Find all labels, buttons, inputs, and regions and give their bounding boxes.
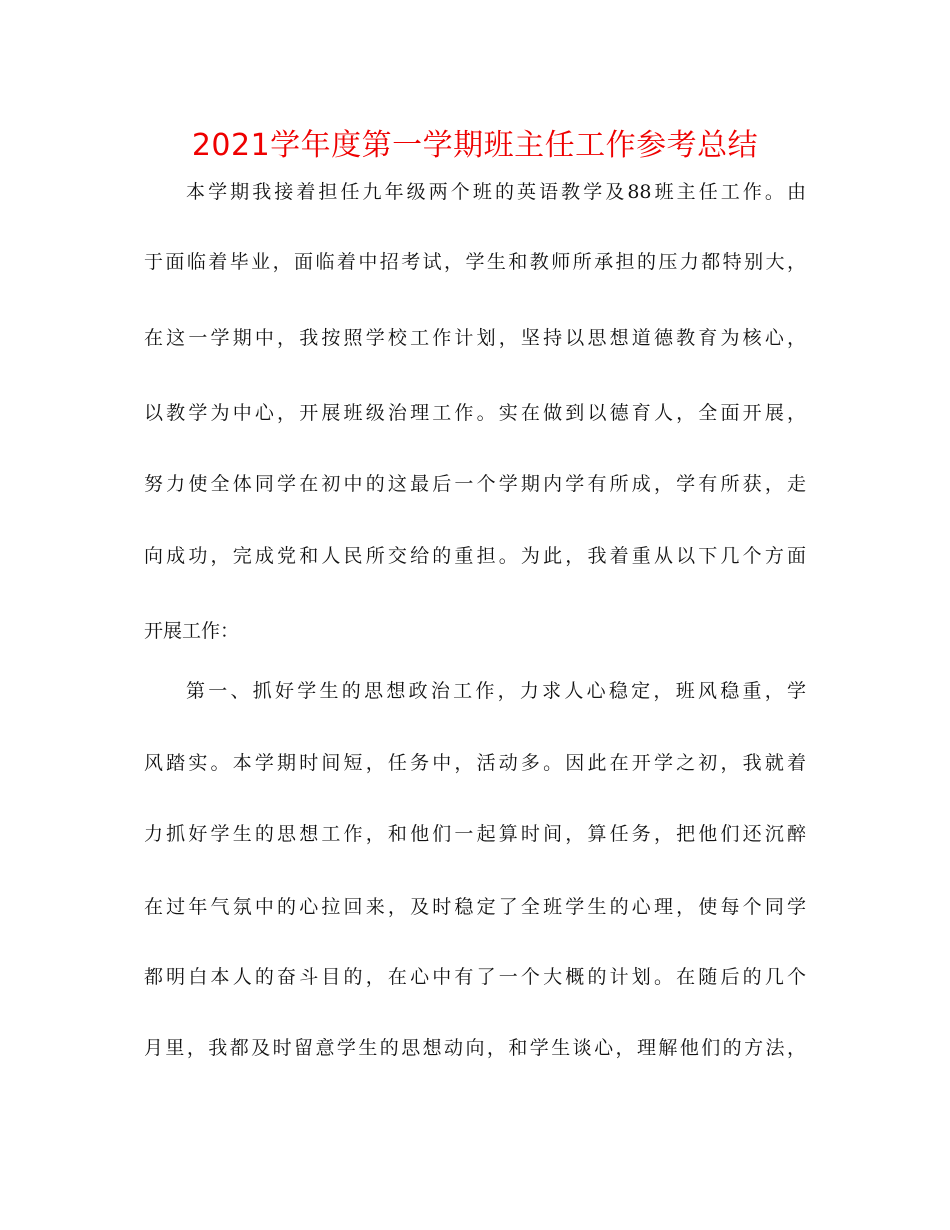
paragraph-line: 本学期我接着担任九年级两个班的英语教学及88班主任工作。由 bbox=[186, 181, 806, 203]
paragraph-line: 努力使全体同学在初中的这最后一个学期内学有所成，学有所获，走 bbox=[144, 473, 806, 495]
paragraph-line: 在这一学期中，我按照学校工作计划，坚持以思想道德教育为核心， bbox=[144, 327, 806, 349]
paragraph-line: 力抓好学生的思想工作，和他们一起算时间，算任务，把他们还沉醉 bbox=[144, 823, 806, 845]
paragraph-line: 向成功，完成党和人民所交给的重担。为此，我着重从以下几个方面 bbox=[144, 545, 806, 567]
paragraph-line: 第一、抓好学生的思想政治工作，力求人心稳定，班风稳重，学 bbox=[186, 680, 806, 702]
paragraph-line: 在过年气氛中的心拉回来，及时稳定了全班学生的心理，使每个同学 bbox=[144, 896, 806, 918]
paragraph-line: 于面临着毕业，面临着中招考试，学生和教师所承担的压力都特别大， bbox=[144, 251, 806, 273]
paragraph-line: 都明白本人的奋斗目的，在心中有了一个大概的计划。在随后的几个 bbox=[144, 966, 806, 988]
paragraph-line: 开展工作： bbox=[144, 620, 240, 642]
paragraph-line: 风踏实。本学期时间短，任务中，活动多。因此在开学之初，我就着 bbox=[144, 752, 806, 774]
paragraph-line: 以教学为中心，开展班级治理工作。实在做到以德育人，全面开展， bbox=[144, 402, 806, 424]
document-title: 2021学年度第一学期班主任工作参考总结 bbox=[191, 128, 759, 163]
paragraph-line: 月里，我都及时留意学生的思想动向，和学生谈心，理解他们的方法， bbox=[144, 1037, 806, 1059]
